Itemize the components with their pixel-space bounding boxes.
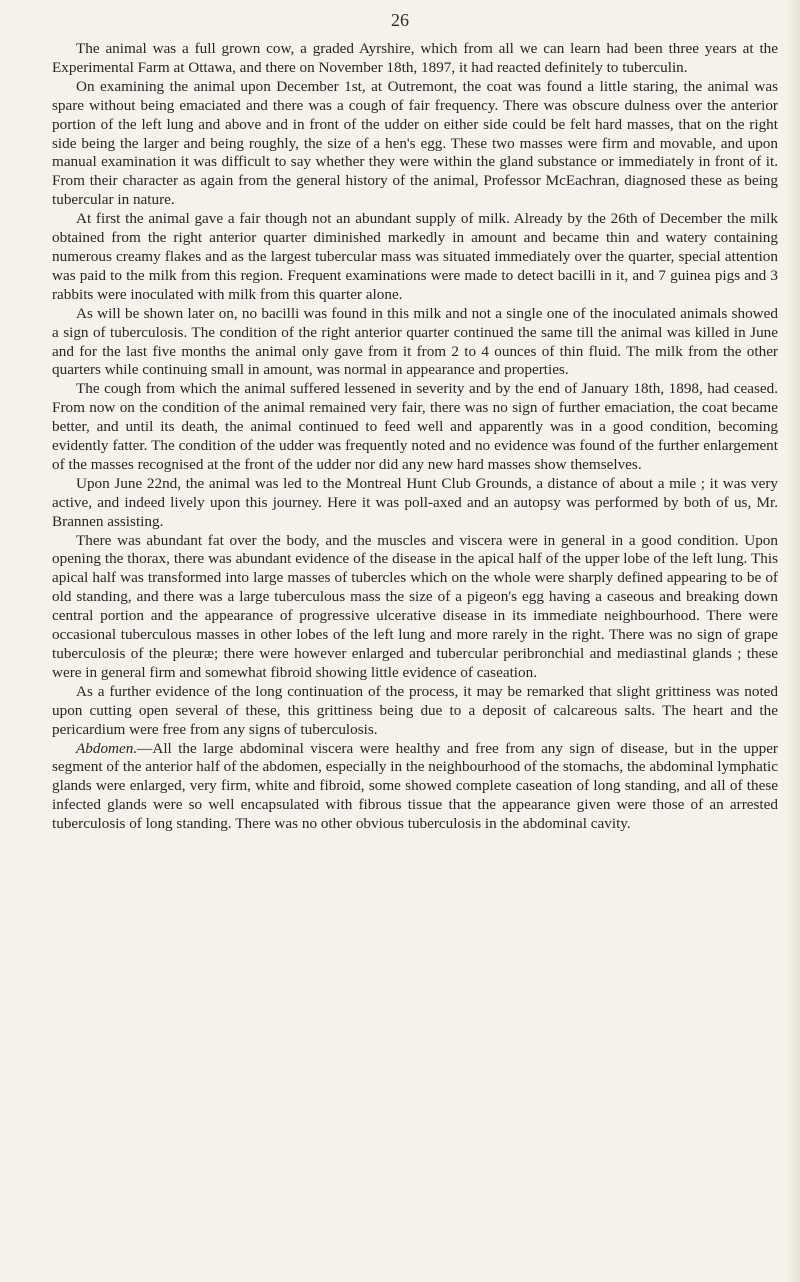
paragraph-cough-condition: The cough from which the animal suffered lessened in severity and by the end of January 18th, 1898, had ceased. From now on the condition of the animal remained very fair, there was no sign of further emaciation, the coat became better, and until its death, the animal continued to feed well and apparently was in a good condition, becoming evidently fatter. The condition of the udder was frequently noted and no evidence was found of the further enlargement of the masses recognised at the front of the udder nor did any new hard masses show themselves.	[52, 380, 778, 473]
page-edge-shadow	[786, 0, 800, 1282]
page-number: 26	[391, 10, 409, 30]
paragraph-examination: On examining the animal upon December 1st, at Outremont, the coat was found a little staring, the animal was spare without being emaciated and there was a cough of fair frequency. There was obscure dulness over the anterior portion of the left lung and above and in front of the udder on either side could be felt hard masses, that on the right side being the larger and being roughly, the size of a hen's egg. These two masses were firm and movable, and upon manual examination it was difficult to say whether they were within the gland substance or immediately in front of it. From their character as again from the general history of the animal, Professor McEachran, diagnosed these as being tubercular in nature.	[52, 77, 778, 209]
paragraph-inoculation-results: As will be shown later on, no bacilli was found in this milk and not a single one of the inoculated animals showed a sign of tuberculosis. The condition of the right anterior quarter continued the same till the animal was killed in June and for the last five months the animal only gave from it from 2 to 4 ounces of thin fluid. The milk from the other quarters while continuing small in amount, was normal in appearance and properties.	[52, 304, 778, 379]
paragraph-calcification: As a further evidence of the long continuation of the process, it may be remarked that slight grittiness was noted upon cutting open several of these, this grittiness being due to a deposit of calcareous salts. The heart and the pericardium were free from any signs of tuberculosis.	[52, 682, 778, 738]
body-text	[52, 40, 778, 834]
paragraph-thorax: There was abundant fat over the body, and the muscles and viscera were in general in a good condition. Upon opening the thorax, there was abundant evidence of the disease in the apical half of the upper lobe of the left lung. This apical half was transformed into large masses of tubercles which on the whole were sharply defined appearing to be of old standing, and there was a large tuberculous mass the size of a pigeon's egg having a caseous and breaking down central portion and the appearance of progressive ulcerative disease in its immediate neighbourhood. There were occasional tuberculous masses in other lobes of the left lung and more rarely in the right. There was no sign of grape tuberculosis of the pleuræ; there were however enlarged and tubercular peribronchial and mediastinal glands ; these were in general firm and somewhat fibroid showing little evidence of caseation.	[52, 531, 778, 681]
paragraph-milk-supply: At first the animal gave a fair though not an abundant supply of milk. Already by the 26th of December the milk obtained from the right anterior quarter diminished markedly in amount and became thin and watery containing numerous creamy flakes and as the largest tubercular mass was situated immediately over the quarter, special attention was paid to the milk from this region. Frequent examinations were made to detect bacilli in it, and 7 guinea pigs and 3 rabbits were inoculated with milk from this quarter alone.	[52, 210, 778, 303]
paragraph-history: The animal was a full grown cow, a graded Ayrshire, which from all we can learn had been three years at the Experimental Farm at Ottawa, and there on November 18th, 1897, it had reacted definitely to tuberculin.	[52, 40, 778, 76]
paragraph-autopsy: Upon June 22nd, the animal was led to the Montreal Hunt Club Grounds, a distance of about a mile ; it was very active, and indeed lively upon this journey. Here it was poll-axed and an autopsy was performed by both of us, Mr. Brannen assisting.	[52, 474, 778, 530]
abdomen-heading: Abdomen.	[76, 739, 138, 757]
paragraph-abdomen	[52, 740, 778, 835]
abdomen-text: —All the large abdominal viscera were healthy and free from any sign of disease, but in the upper segment of the anterior half of the abdomen, especially in the neighbourhood of the stomachs, the abdominal lymphatic glands were enlarged, very firm, white and fibroid, some showed complete caseation of long standing, and all of these infected glands were so well encapsulated with fibrous tissue that the appearance given were those of an arrested tuberculosis of long standing. There was no other obvious tuberculosis in the abdominal cavity.	[52, 739, 778, 833]
